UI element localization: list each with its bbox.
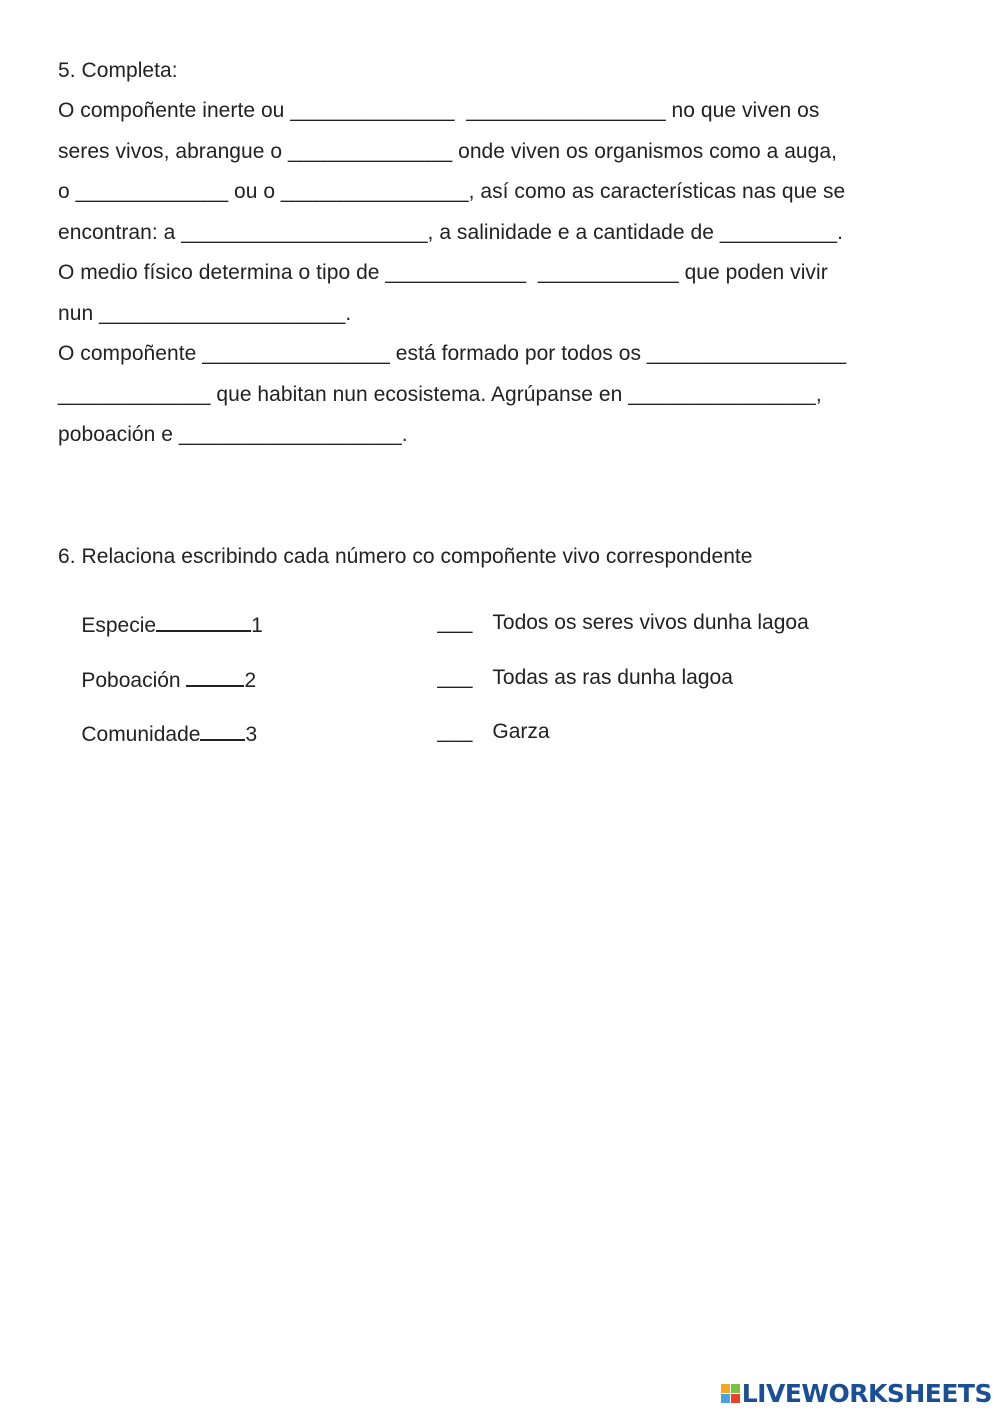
match-left-number: 2: [244, 669, 257, 692]
logo-square-w: [731, 1384, 740, 1393]
exercise-5-line-2[interactable]: seres vivos, abrangue o ______________ onde viven os organismos como a auga,: [58, 140, 837, 163]
match-left-number: 1: [251, 614, 263, 637]
match-right-blank[interactable]: ___: [437, 611, 473, 634]
match-left-item-3: [58, 693, 257, 774]
match-right-text: Todos os seres vivos dunha lagoa: [492, 611, 809, 634]
exercise-5-line-8[interactable]: _____________ que habitan nun ecosistema. Agrúpanse en ________________,: [58, 383, 822, 406]
liveworksheets-logo: [721, 1378, 992, 1408]
match-right-blank[interactable]: ___: [437, 666, 473, 689]
match-left-label: Especie: [81, 614, 157, 637]
match-right-blank[interactable]: ___: [437, 720, 473, 743]
match-right-text: Todas as ras dunha lagoa: [492, 666, 733, 689]
match-answer-blank[interactable]: [156, 610, 251, 632]
exercise-5-line-5[interactable]: O medio físico determina o tipo de ____________ ____________ que poden vivir: [58, 261, 828, 284]
match-left-number: 3: [245, 723, 258, 746]
exercise-6-title: 6. Relaciona escribindo cada número co compoñente vivo correspondente: [58, 545, 753, 568]
match-answer-blank[interactable]: [186, 665, 244, 687]
logo-square-l: [721, 1384, 730, 1393]
match-right-item-3: [414, 693, 550, 771]
exercise-5-line-3[interactable]: o _____________ ou o ________________, así como as características nas que se: [58, 180, 846, 203]
exercise-5-line-7[interactable]: O compoñente ________________ está formado por todos os _________________: [58, 342, 847, 365]
match-left-label: Comunidade: [81, 723, 201, 746]
match-answer-blank[interactable]: [200, 719, 245, 741]
exercise-5-line-6[interactable]: nun _____________________.: [58, 302, 352, 325]
exercise-5-line-1[interactable]: O compoñente inerte ou ______________ _________________ no que viven os: [58, 99, 820, 122]
logo-square-s: [731, 1394, 740, 1403]
match-left-label: Poboación: [81, 669, 187, 692]
match-right-text: Garza: [492, 720, 550, 743]
liveworksheets-logo-text: LIVEWORKSHEETS: [741, 1378, 992, 1408]
liveworksheets-logo-icon: [721, 1384, 740, 1403]
logo-square-v: [721, 1394, 730, 1403]
exercise-5-line-9[interactable]: poboación e ___________________.: [58, 423, 408, 446]
exercise-5-line-4[interactable]: encontran: a _____________________, a salinidade e a cantidade de __________.: [58, 221, 844, 244]
exercise-5-title: 5. Completa:: [58, 59, 178, 82]
